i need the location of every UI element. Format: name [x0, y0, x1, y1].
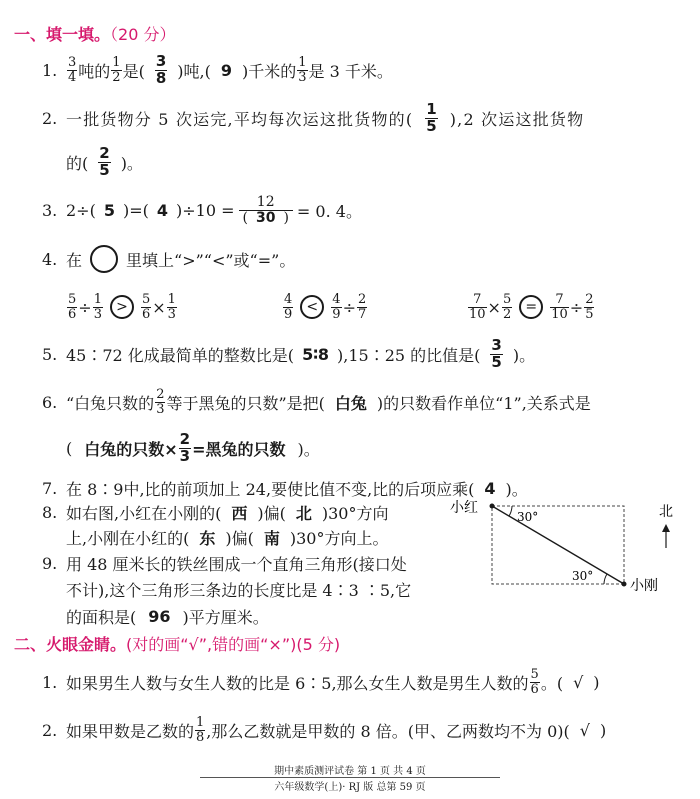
question-number: 7.	[42, 478, 58, 498]
check-mark-icon: √	[573, 672, 584, 692]
answer: 白兔	[334, 393, 367, 413]
question-text: ),2 次运这批货物	[449, 109, 585, 129]
fraction: $\frac{2}{5}$	[585, 291, 594, 322]
fraction: $\frac{5}{6}$	[68, 291, 77, 322]
fraction: $\frac{7}{10}$	[469, 291, 486, 322]
question-number: 1.	[42, 672, 58, 692]
question-text: )。	[120, 153, 143, 173]
question-text: ,那么乙数就是甲数的 8 倍。(甲、乙两数均不为 0)(	[206, 721, 570, 741]
answer: 4	[484, 478, 496, 498]
answer-fraction: $\frac{3}{5}$	[491, 335, 502, 371]
answer: 北	[295, 503, 312, 523]
question-text: 是(	[122, 61, 145, 81]
question-text: )吨,(	[177, 61, 211, 81]
operator: ÷	[342, 297, 356, 317]
footer-line-2: 六年级数学(上)· RJ 版 总第 59 页	[274, 782, 426, 793]
xiaogang-point	[622, 582, 627, 587]
question-9-line-2	[66, 577, 411, 601]
question-text: = 0. 4。	[296, 201, 362, 221]
question-text: 如右图,小红在小刚的(	[66, 503, 222, 523]
fraction: $\frac{1}{3}$	[93, 291, 102, 322]
connecting-line	[492, 506, 624, 584]
question-text: )。	[505, 479, 528, 499]
question-text: )	[599, 720, 607, 740]
label-xiaohong: 小红	[450, 500, 478, 516]
answer-fraction: $\frac{3}{8}$	[155, 51, 167, 87]
question-text: 2÷(	[66, 200, 96, 220]
question-number: 9.	[42, 553, 58, 573]
question-text: (	[66, 438, 73, 458]
fraction: $\frac{1}{2}$	[112, 54, 121, 85]
answer: 南	[263, 528, 280, 548]
question-text: 一批货物分 5 次运完,平均每次运这批货物的(	[66, 109, 414, 129]
section-2-points: (对的画“√”,错的画“×”)(5 分)	[126, 635, 341, 654]
answer: 4	[156, 200, 168, 220]
question-text: )偏(	[257, 503, 286, 523]
fraction: $\frac{7}{10}$	[551, 291, 568, 322]
answer: =黑兔的只数	[192, 439, 286, 459]
question-number: 8.	[42, 502, 58, 522]
question-text: ),15∶25 的比值是(	[337, 345, 481, 365]
question-9	[42, 551, 407, 575]
section-1-heading	[14, 22, 175, 45]
question-text: )30°方向	[321, 503, 389, 523]
fraction: $\frac{4}{9}$	[284, 291, 293, 322]
question-text: 里填上“>”“<”或“=”。	[126, 250, 296, 270]
angle-label: 30°	[572, 569, 594, 583]
fraction-with-blank: $\frac{12}{( 30 )}$	[239, 195, 293, 225]
answer: 西	[231, 503, 248, 523]
question-text: )平方厘米。	[182, 607, 269, 627]
question-6	[42, 382, 591, 422]
fraction: $\frac{5}{2}$	[502, 291, 512, 322]
question-text: )÷10 =	[176, 200, 235, 220]
operator: ×	[487, 297, 501, 317]
question-9-line-3	[66, 604, 269, 628]
fraction: $\frac{2}{7}$	[357, 291, 367, 322]
fraction: $\frac{2}{3}$	[156, 386, 165, 417]
empty-circle-icon	[90, 245, 118, 273]
section-1-title: 一、填一填。	[14, 25, 111, 44]
footer-line-1: 期中素质测评试卷 第 1 页 共 4 页	[274, 766, 426, 777]
comparison-1	[66, 287, 178, 327]
question-text: 等于黑兔的只数”是把(	[166, 393, 325, 413]
angle-label: 30°	[517, 510, 539, 524]
operator: ×	[152, 297, 166, 317]
question-2-continued	[66, 142, 143, 182]
operator: ÷	[78, 297, 92, 317]
question-number: 3.	[42, 200, 58, 220]
question-text: 不计),这个三角形三条边的长度比是 4∶3 ∶5,它	[66, 580, 412, 600]
answer-fraction: $\frac{1}{5}$	[426, 99, 437, 135]
fraction: $\frac{1}{3}$	[298, 54, 307, 85]
fraction: $\frac{3}{4}$	[68, 54, 77, 85]
answer-circle: <	[300, 295, 324, 319]
angle-arc-icon	[509, 506, 512, 516]
section-2-heading	[14, 632, 340, 655]
question-1	[42, 52, 393, 88]
question-number: 1.	[42, 60, 58, 80]
answer: 5∶8	[302, 344, 330, 364]
question-number: 2.	[42, 108, 58, 128]
fraction: $\frac{5}{6}$	[530, 666, 539, 697]
check-mark-icon: √	[579, 720, 590, 740]
question-text: 如果男生人数与女生人数的比是 6∶5,那么女生人数是男生人数的	[66, 673, 529, 693]
question-8	[42, 500, 388, 524]
question-2	[42, 98, 584, 138]
question-text: 的(	[66, 153, 89, 173]
answer: 30	[255, 209, 276, 226]
answer: 白兔的只数×	[84, 439, 178, 459]
question-text: )=(	[122, 200, 149, 220]
question-8-continued	[66, 525, 388, 549]
direction-diagram	[444, 496, 694, 602]
label-xiaogang: 小刚	[630, 578, 658, 594]
answer: 东	[199, 528, 216, 548]
question-4	[42, 245, 295, 273]
answer-circle: =	[519, 295, 543, 319]
judgement-1	[42, 662, 600, 702]
answer: 96	[148, 606, 171, 626]
question-text: )。	[297, 439, 320, 459]
question-text: 的面积是(	[66, 607, 137, 627]
question-text: 如果甲数是乙数的	[66, 721, 195, 741]
question-text: 是 3 千米。	[308, 61, 393, 81]
arrowhead-icon	[662, 524, 670, 532]
fraction: $\frac{1}{8}$	[196, 714, 205, 745]
question-text: 吨的	[78, 61, 111, 81]
section-1-points: （20 分）	[110, 25, 176, 44]
question-number: 6.	[42, 392, 58, 412]
question-number: 2.	[42, 720, 58, 740]
answer-fraction: $\frac{2}{5}$	[99, 143, 110, 179]
question-text: )30°方向上。	[289, 528, 389, 548]
question-number: 4.	[42, 249, 58, 269]
question-text: “白兔只数的	[66, 393, 155, 413]
xiaohong-point	[490, 504, 495, 509]
question-text: 在 8∶9中,比的前项加上 24,要使比值不变,比的后项应乘(	[66, 479, 475, 499]
fraction: $\frac{5}{6}$	[141, 291, 151, 322]
question-text: 上,小刚在小红的(	[66, 528, 190, 548]
footer	[200, 762, 500, 793]
north-label: 北	[659, 504, 673, 520]
question-6-continued	[66, 428, 320, 468]
fraction: $\frac{4}{9}$	[332, 291, 341, 322]
operator: ÷	[569, 297, 584, 317]
answer: 9	[220, 60, 232, 80]
comparison-3	[467, 287, 595, 327]
angle-arc-icon	[604, 574, 607, 584]
question-3	[42, 190, 362, 230]
question-text: )千米的	[241, 61, 297, 81]
answer-circle: >	[110, 295, 134, 319]
answer-fraction: $\frac{2}{3}$	[179, 429, 191, 465]
question-5	[42, 334, 535, 374]
section-2-title: 二、火眼金睛。	[14, 635, 127, 654]
question-text: 45∶72 化成最简单的整数比是(	[66, 345, 295, 365]
judgement-2	[42, 710, 606, 750]
comparison-2	[282, 287, 368, 327]
question-text: 用 48 厘米长的铁丝围成一个直角三角形(接口处	[66, 554, 407, 574]
question-text: )。	[512, 345, 536, 365]
answer: 5	[103, 200, 115, 220]
question-text: )偏(	[225, 528, 254, 548]
question-text: )的只数看作单位“1”,关系式是	[376, 393, 591, 413]
question-text: )	[593, 672, 600, 692]
question-text: 。(	[540, 673, 564, 693]
question-number: 5.	[42, 344, 58, 364]
question-text: 在	[66, 250, 83, 270]
fraction: $\frac{1}{3}$	[167, 291, 176, 322]
